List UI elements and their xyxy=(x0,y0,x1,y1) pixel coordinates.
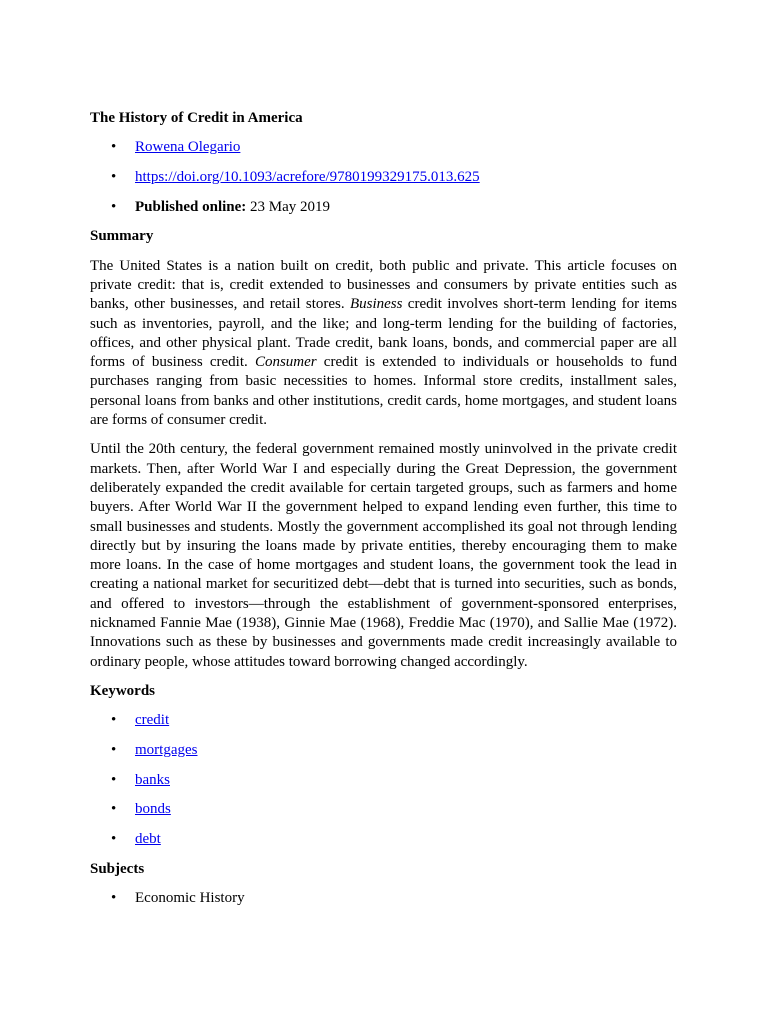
article-page xyxy=(90,109,677,919)
keyword-item xyxy=(90,830,677,849)
subjects-heading: Subjects xyxy=(90,860,145,877)
keyword-link-bonds[interactable]: bonds xyxy=(135,801,171,818)
subject-item xyxy=(90,889,677,908)
subject-label: Economic History xyxy=(135,889,245,906)
keyword-link-credit[interactable]: credit xyxy=(135,712,170,729)
bullet-icon: • xyxy=(111,889,117,906)
summary-text: The United States is a nation built on credit, both public and private. This article focuses on private credit: that is, credit extended to businesses and consumers by private entities such as banks, other businesses, and retail stores. xyxy=(90,257,677,313)
bullet-icon: • xyxy=(111,139,117,156)
keyword-link-banks[interactable]: banks xyxy=(135,771,170,788)
summary-paragraph-2: Until the 20th century, the federal government remained mostly uninvolved in the private credit markets. Then, after World War I and especially during the Great Depression, the government deliberately expanded the credit available for certain targeted groups, such as farmers and home buyers. After World War II the government helped to expand lending even further, this time to small businesses and students. Mostly the government accomplished its goal not through lending directly but by insuring the loans made by private entities, thereby encouraging them to make more loans. In the case of home mortgages and student loans, the government took the lead in creating a national market for securitized debt—debt that is turned into securities, such as bonds, and offered to investors—through the establishment of government-sponsored enterprises, nicknamed Fannie Mae (1938), Ginnie Mae (1968), Freddie Mac (1970), and Sallie Mae (1972). Innovations such as these by businesses and governments made credit increasingly available to ordinary people, whose attitudes toward borrowing changed accordingly. xyxy=(90,441,677,670)
summary-heading: Summary xyxy=(90,228,154,245)
keyword-link-debt[interactable]: debt xyxy=(135,830,161,847)
bullet-icon: • xyxy=(111,801,117,818)
summary-text: credit is extended to individuals or households to fund purchases ranging from basic necessities to homes. Informal store credits, installment sales, personal loans from banks and other institutions, credit cards, home mortgages, and student loans are forms of consumer credit. xyxy=(90,354,677,429)
bullet-icon: • xyxy=(111,830,117,847)
keyword-item xyxy=(90,800,677,819)
published-item xyxy=(90,198,677,217)
bullet-icon: • xyxy=(111,712,117,729)
bullet-icon: • xyxy=(111,198,117,215)
summary-emphasis-business: Business xyxy=(349,296,403,313)
keywords-list xyxy=(90,711,677,849)
article-meta-list xyxy=(90,138,677,217)
published-label: Published online: xyxy=(135,198,247,215)
keyword-item xyxy=(90,711,677,730)
keyword-item xyxy=(90,741,677,760)
keyword-link-mortgages[interactable]: mortgages xyxy=(135,741,198,758)
doi-item xyxy=(90,168,677,187)
summary-emphasis-consumer: Consumer xyxy=(254,354,317,371)
author-link[interactable]: Rowena Olegario xyxy=(135,139,241,156)
bullet-icon: • xyxy=(111,168,117,185)
bullet-icon: • xyxy=(111,741,117,758)
published-date: 23 May 2019 xyxy=(246,198,331,215)
author-item xyxy=(90,138,677,157)
summary-paragraph-1 xyxy=(90,257,677,431)
subjects-list xyxy=(90,889,677,908)
keyword-item xyxy=(90,771,677,790)
doi-link[interactable]: https://doi.org/10.1093/acrefore/9780199329175.013.625 xyxy=(135,168,480,185)
bullet-icon: • xyxy=(111,771,117,788)
keywords-heading: Keywords xyxy=(90,682,155,699)
article-title: The History of Credit in America xyxy=(90,110,303,126)
summary-text: credit involves short-term lending for items such as inventories, payroll, and the like; and long-term lending for the building of factories, offices, and other physical plant. Trade credit, bank loans, bonds, and commercial paper are all forms of business credit. xyxy=(90,296,677,371)
